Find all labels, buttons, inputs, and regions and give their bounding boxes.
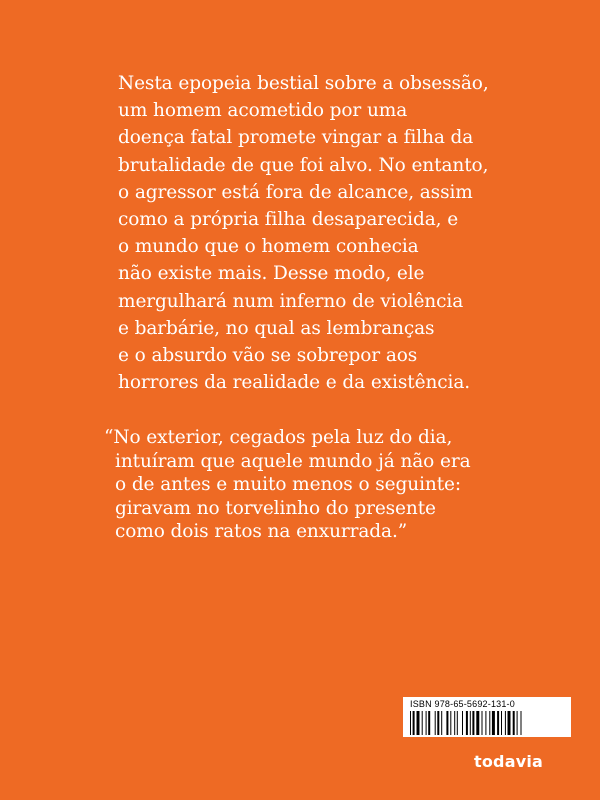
barcode-bar xyxy=(485,711,486,735)
quote-line: giravam no torvelinho do presente xyxy=(115,497,436,519)
blurb-line: mergulhará num inferno de violência xyxy=(118,290,464,312)
blurb-line: Nesta epopeia bestial sobre a obsessão, xyxy=(118,73,489,94)
blurb-line: o mundo que o homem conhecia xyxy=(118,236,419,258)
barcode-bar xyxy=(422,711,423,735)
quote-line: intuíram que aquele mundo já não era xyxy=(115,450,471,472)
barcode-bar xyxy=(437,711,439,735)
barcode-bar xyxy=(517,711,518,735)
back-cover-blurb xyxy=(118,70,489,396)
barcode-bar xyxy=(457,711,458,735)
isbn-label: ISBN 978-65-5692-131-0 xyxy=(410,699,515,709)
barcode-bar xyxy=(410,711,411,735)
quote-line: o de antes e muito menos o seguinte: xyxy=(115,474,462,495)
barcode-bar xyxy=(462,711,463,735)
blurb-line: e o absurdo vão se sobrepor aos xyxy=(118,345,418,367)
barcode-bar xyxy=(428,711,430,735)
publisher-logo: todavia xyxy=(474,752,544,771)
blurb-line: como a própria filha desaparecida, e xyxy=(118,209,459,231)
barcode-bar xyxy=(435,711,436,735)
blurb-line: brutalidade de que foi alvo. No entanto, xyxy=(118,154,489,176)
barcode-bar xyxy=(508,711,511,735)
barcode-bar xyxy=(497,711,499,735)
barcode-bar xyxy=(466,711,468,735)
pull-quote xyxy=(104,426,471,544)
barcode-bar xyxy=(446,711,448,735)
barcode-bar xyxy=(513,711,515,735)
barcode-bar xyxy=(482,711,483,735)
barcode-bar xyxy=(472,711,474,735)
blurb-line: doença fatal promete vingar a filha da xyxy=(118,127,474,149)
blurb-line: o agressor está fora de alcance, assim xyxy=(118,181,473,203)
blurb-line: um homem acometido por uma xyxy=(118,100,408,122)
isbn-barcode xyxy=(403,697,571,737)
barcode-bar xyxy=(450,711,451,735)
barcode-bar xyxy=(489,711,490,735)
barcode-bar xyxy=(454,711,455,735)
barcode-bar xyxy=(413,711,415,735)
barcode-bars xyxy=(410,711,564,735)
barcode-bar xyxy=(426,711,427,735)
blurb-line: não existe mais. Desse modo, ele xyxy=(118,263,425,285)
barcode-bar xyxy=(521,711,522,735)
barcode-bar xyxy=(492,711,495,735)
barcode-bar xyxy=(417,711,420,735)
barcode-bar xyxy=(505,711,506,735)
quote-line: “No exterior, cegados pela luz do dia, xyxy=(104,427,453,448)
barcode-bar xyxy=(441,711,442,735)
barcode-bar xyxy=(501,711,502,735)
quote-line: como dois ratos na enxurrada.” xyxy=(115,521,408,542)
blurb-line: e barbárie, no qual as lembranças xyxy=(118,317,435,339)
barcode-bar xyxy=(476,711,479,735)
barcode-bar xyxy=(470,711,471,735)
blurb-line: horrores da realidade e da existência. xyxy=(118,372,471,394)
